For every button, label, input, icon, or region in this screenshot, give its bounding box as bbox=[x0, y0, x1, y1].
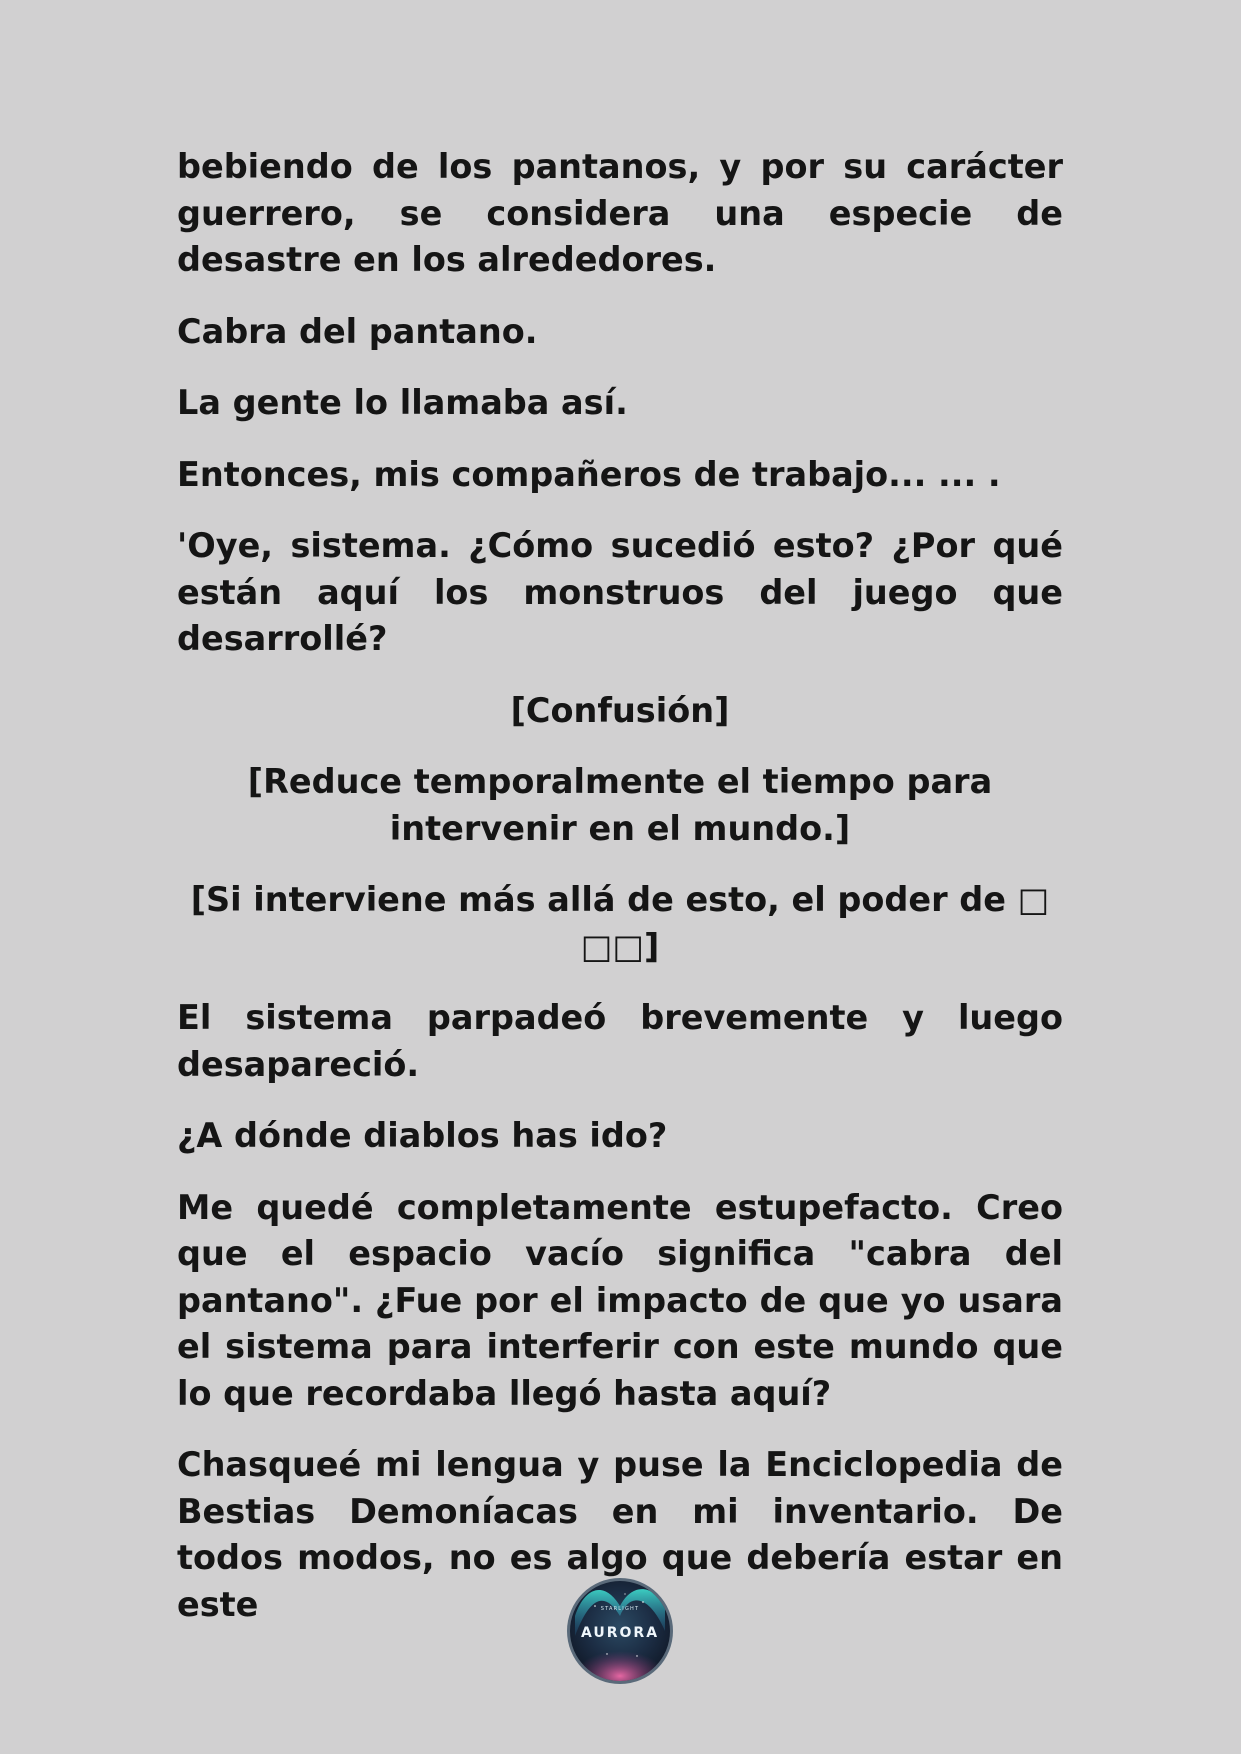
logo-subtitle: STARLIGHT bbox=[600, 1606, 640, 1612]
paragraph-12: Chasqueé mi lengua y puse la Enciclopedia de Bestias Demoníacas en mi inventario. De todos modos, no es algo que debería estar en este bbox=[177, 1445, 1063, 1624]
star-icon bbox=[606, 1653, 607, 1654]
star-icon bbox=[642, 1601, 644, 1603]
body-text bbox=[177, 144, 1063, 1653]
star-icon bbox=[636, 1655, 637, 1656]
logo-title: AURORA bbox=[580, 1625, 660, 1641]
system-message-1: [Confusión] bbox=[510, 690, 730, 730]
paragraph-2: Cabra del pantano. bbox=[177, 311, 538, 351]
paragraph-1: bebiendo de los pantanos, y por su carácter guerrero, se considera una especie de desastre en los alrededores. bbox=[177, 147, 1063, 279]
star-icon bbox=[594, 1605, 596, 1607]
paragraph-10: ¿A dónde diablos has ido? bbox=[177, 1116, 668, 1155]
pink-glow bbox=[575, 1636, 665, 1686]
star-icon bbox=[624, 1593, 625, 1594]
paragraph-11: Me quedé completamente estupefacto. Creo que el espacio vacío significa "cabra del pantano". ¿Fue por el impacto de que yo usara el sistema para interferir con este mundo que lo que recordaba llegó hasta aquí? bbox=[177, 1187, 1063, 1413]
paragraph-9: El sistema parpadeó brevemente y luego desapareció. bbox=[177, 998, 1063, 1084]
system-message-3: [Si interviene más allá de esto, el poder de □ □□] bbox=[190, 880, 1050, 966]
paragraph-3: La gente lo llamaba así. bbox=[177, 383, 628, 422]
paragraph-4: Entonces, mis compañeros de trabajo... ... . bbox=[177, 454, 1001, 494]
aurora-logo bbox=[565, 1576, 675, 1686]
paragraph-5: 'Oye, sistema. ¿Cómo sucedió esto? ¿Por qué están aquí los monstruos del juego que desarrollé? bbox=[177, 526, 1063, 658]
system-message-2: [Reduce temporalmente el tiempo para intervenir en el mundo.] bbox=[247, 762, 993, 848]
